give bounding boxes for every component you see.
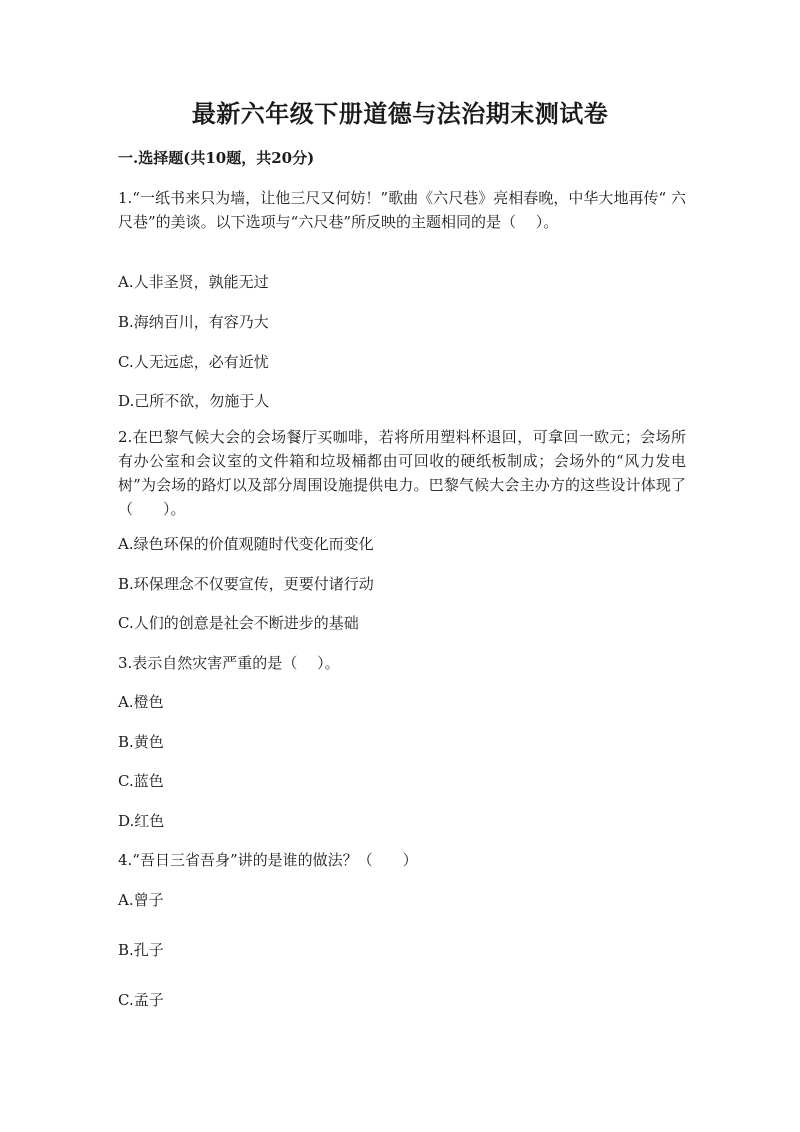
question-4-option-c: C.孟子 xyxy=(118,991,164,1009)
question-2-option-a: A.绿色环保的价值观随时代变化而变化 xyxy=(118,535,374,553)
question-3-option-d: D.红色 xyxy=(118,812,165,830)
question-4-option-b: B.孔子 xyxy=(118,941,164,959)
question-4-stem: 4.“吾日三省吾身”讲的是谁的做法？（ ） xyxy=(118,851,418,869)
question-1-stem: 1.“一纸书来只为墙，让他三尺又何妨！”歌曲《六尺巷》亮相春晚，中华大地再传“ 六尺巷”的美谈。以下选项与“六尺巷”所反映的主题相同的是（ ）。 xyxy=(118,189,686,231)
question-1-option-d: D.己所不欲，勿施于人 xyxy=(118,392,270,410)
question-3-option-b: B.黄色 xyxy=(118,733,164,751)
question-1-option-a: A.人非圣贤，孰能无过 xyxy=(118,273,269,291)
question-2-option-c: C.人们的创意是社会不断进步的基础 xyxy=(118,614,359,632)
section-heading: 一.选择题(共10题，共20分) xyxy=(118,149,315,167)
question-2-stem: 2.在巴黎气候大会的会场餐厅买咖啡，若将所用塑料杯退回，可拿回一欧元；会场所有办公室和会议室的文件箱和垃圾桶都由可回收的硬纸板制成；会场外的“风力发电树”为会场的路灯以及部分周围设施提供电力。巴黎气候大会主办方的这些设计体现了（ ）。 xyxy=(118,428,686,518)
question-2-option-b: B.环保理念不仅要宣传，更要付诸行动 xyxy=(118,575,374,593)
question-3-option-a: A.橙色 xyxy=(118,693,164,711)
document-title: 最新六年级下册道德与法治期末测试卷 xyxy=(191,99,609,128)
question-4-option-a: A.曾子 xyxy=(118,891,164,909)
question-1-option-c: C.人无远虑，必有近忧 xyxy=(118,353,269,371)
question-3-stem: 3.表示自然灾害严重的是（ ）。 xyxy=(118,654,340,672)
question-1-option-b: B.海纳百川，有容乃大 xyxy=(118,313,269,331)
question-3-option-c: C.蓝色 xyxy=(118,772,164,790)
